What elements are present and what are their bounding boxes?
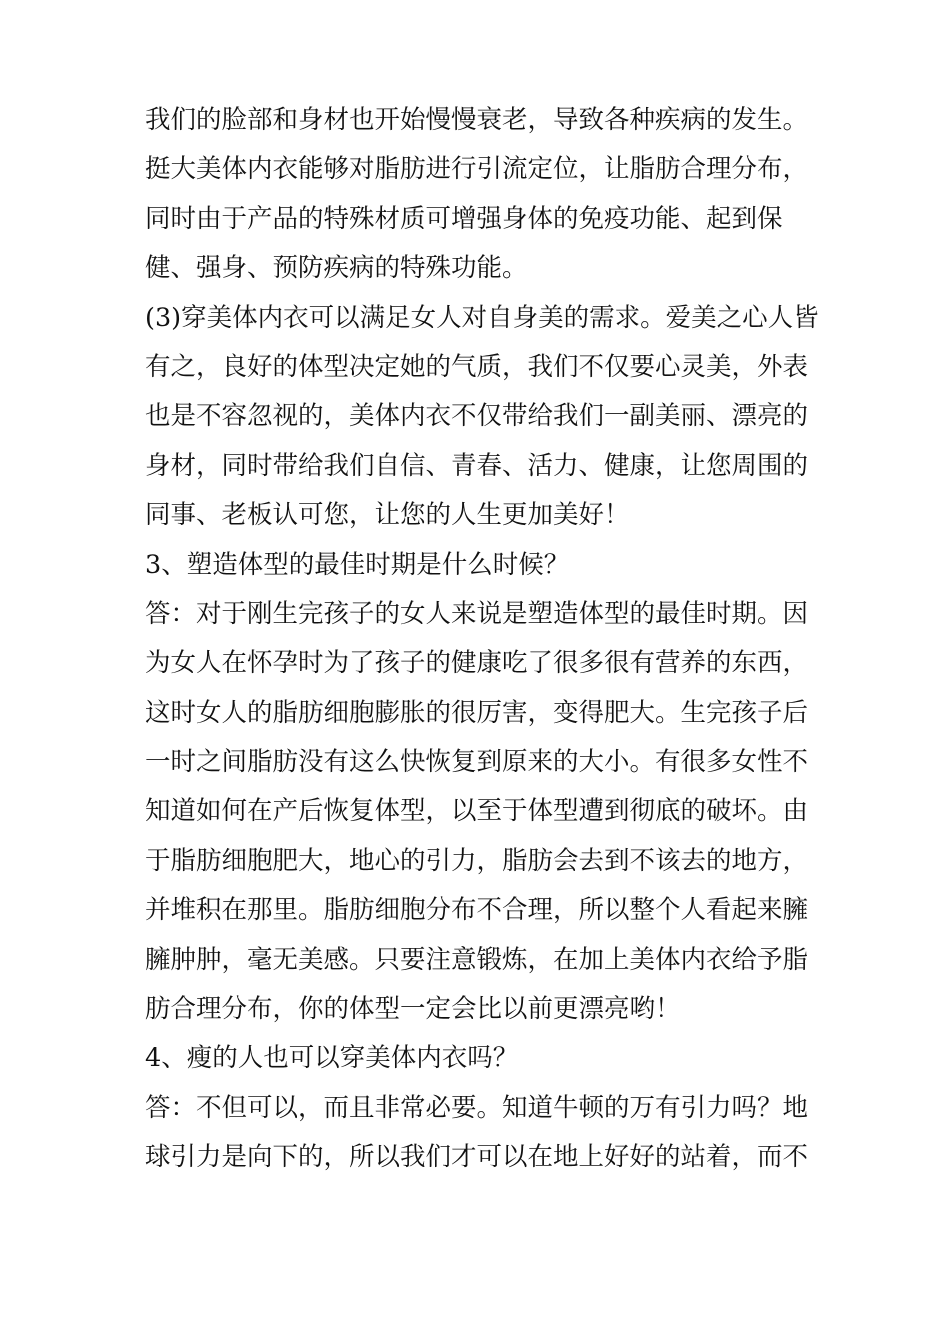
- text-line: 挺大美体内衣能够对脂肪进行引流定位，让脂肪合理分布，: [145, 154, 809, 185]
- text-line: 一时之间脂肪没有这么快恢复到原来的大小。有很多女性不: [145, 747, 809, 778]
- text-line: 答：不但可以，而且非常必要。知道牛顿的万有引力吗？地: [145, 1092, 809, 1123]
- text-line: 我们的脸部和身材也开始慢慢衰老，导致各种疾病的发生。: [145, 105, 809, 135]
- text-line: 也是不容忽视的，美体内衣不仅带给我们一副美丽、漂亮的: [145, 401, 809, 432]
- text-line: 这时女人的脂肪细胞膨胀的很厉害，变得肥大。生完孩子后: [145, 697, 809, 728]
- text-line: 肪合理分布，你的体型一定会比以前更漂亮哟！: [145, 994, 681, 1025]
- section-heading: 4、瘦的人也可以穿美体内衣吗？: [145, 1043, 519, 1074]
- text-line: 答：对于刚生完孩子的女人来说是塑造体型的最佳时期。因: [145, 598, 809, 629]
- text-line: (3)穿美体内衣可以满足女人对自身美的需求。爱美之心人皆: [145, 302, 819, 333]
- text-line: 同事、老板认可您，让您的人生更加美好！: [145, 500, 630, 531]
- section-heading: 3、塑造体型的最佳时期是什么时候？: [145, 549, 570, 580]
- text-line: 于脂肪细胞肥大，地心的引力，脂肪会去到不该去的地方，: [145, 845, 809, 876]
- text-line: 为女人在怀孕时为了孩子的健康吃了很多很有营养的东西，: [145, 648, 809, 679]
- text-line: 同时由于产品的特殊材质可增强身体的免疫功能、起到保: [145, 203, 783, 234]
- text-line: 健、强身、预防疾病的特殊功能。: [145, 253, 528, 284]
- text-line: 并堆积在那里。脂肪细胞分布不合理，所以整个人看起来臃: [145, 895, 809, 926]
- text-line: 知道如何在产后恢复体型，以至于体型遭到彻底的破坏。由: [145, 796, 809, 827]
- text-line: 臃肿肿，毫无美感。只要注意锻炼，在加上美体内衣给予脂: [145, 944, 809, 975]
- text-line: 有之，良好的体型决定她的气质，我们不仅要心灵美，外表: [145, 351, 809, 382]
- body-text: [145, 96, 819, 1183]
- text-line: 球引力是向下的，所以我们才可以在地上好好的站着，而不: [145, 1142, 809, 1173]
- text-line: 身材，同时带给我们自信、青春、活力、健康，让您周围的: [145, 450, 809, 481]
